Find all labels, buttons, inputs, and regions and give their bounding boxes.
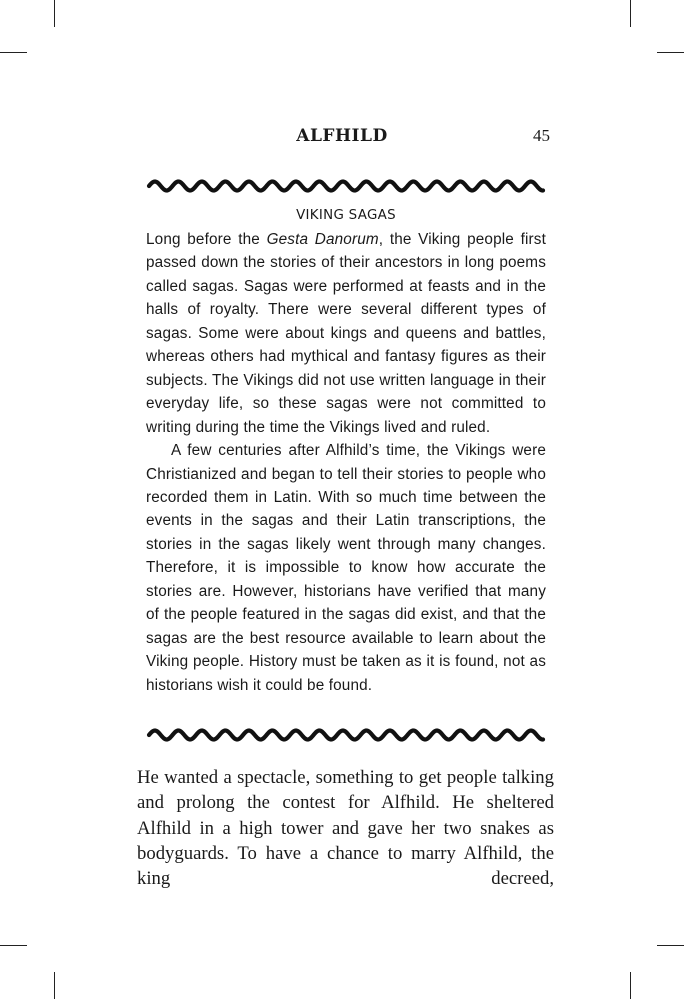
wave-divider-bottom <box>146 727 546 743</box>
crop-mark <box>657 52 684 53</box>
sidebar-box <box>146 204 546 697</box>
crop-mark <box>54 972 55 999</box>
crop-mark <box>0 945 27 946</box>
sidebar-paragraph: A few centuries after Alfhild’s time, the Vikings were Christianized and began to tell their stories to people who recorded them in Latin. With so much time between the events in the sagas and their Latin transcriptions, the stories in the sagas likely went through many changes. Therefore, it is impossible to know how accurate the stories are. However, historians have verified that many of the people featured in the sagas did exist, and that the sagas are the best resource available to learn about the Viking people. History must be taken as it is found, not as historians wish it could be found. <box>146 442 546 694</box>
sidebar-title: VIKING SAGAS <box>296 208 396 223</box>
body-paragraph: He wanted a spectacle, something to get people talking and prolong the contest for Alfhild. He sheltered Alfhild in a high tower and gave her two snakes as bodyguards. To have a chance to marry Alfhild, the king decreed, <box>137 767 554 890</box>
crop-mark <box>630 972 631 999</box>
crop-mark <box>657 945 684 946</box>
book-title: Gesta Danorum <box>266 231 379 248</box>
sidebar-paragraph <box>146 228 546 439</box>
sidebar-paragraph-lead: Long before the <box>146 231 267 248</box>
sidebar-paragraph-rest: , the Viking people first passed down the stories of their ancestors in long poems called sagas. Sagas were performed at feasts and in the halls of royalty. There were several different types of sagas. Some were about kings and queens and battles, whereas others had mythical and fantasy figures as their subjects. The Vikings did not use written language in their everyday life, so these sagas were not committed to writing during the time the Vikings lived and ruled. <box>146 231 546 436</box>
page-number: 45 <box>533 126 550 145</box>
chapter-title: ALFHILD <box>296 126 388 146</box>
crop-mark <box>0 52 27 53</box>
wave-divider-top <box>146 178 546 194</box>
running-head <box>0 126 684 150</box>
crop-mark <box>630 0 631 27</box>
crop-mark <box>54 0 55 27</box>
